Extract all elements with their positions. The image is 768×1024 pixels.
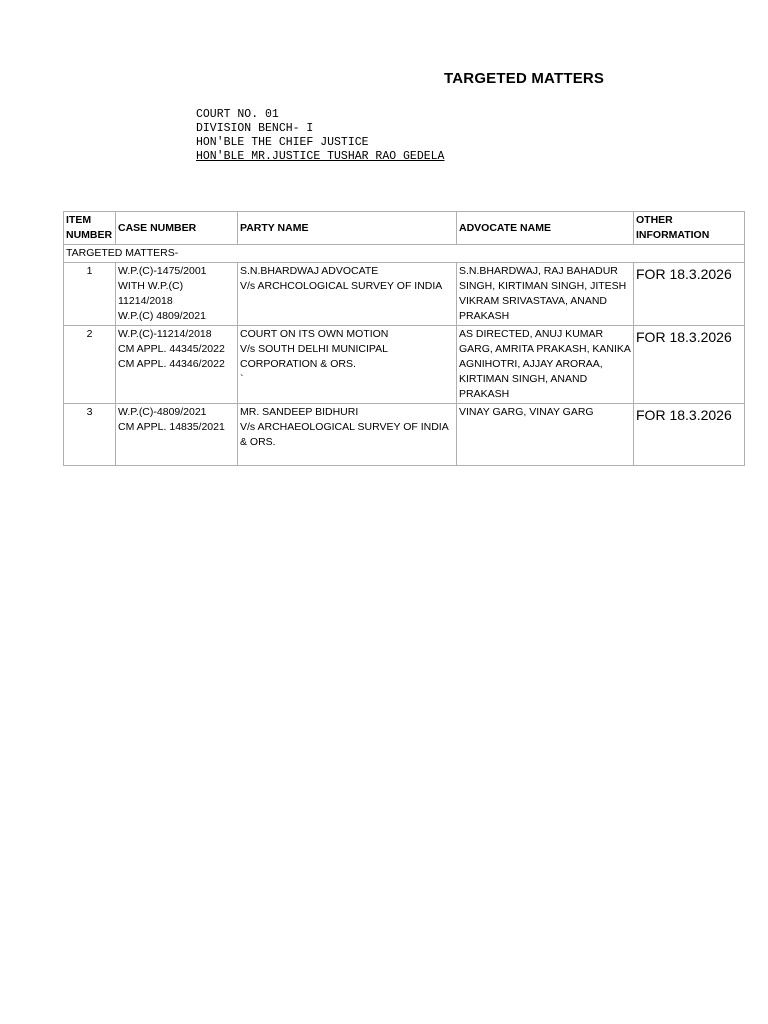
item-number-cell: 1 (64, 263, 116, 326)
case-number-line: CM APPL. 14835/2021 (118, 421, 225, 433)
case-number-line: W.P.(C)-1475/2001 (118, 265, 207, 277)
case-number-cell (116, 263, 238, 326)
case-number-line: 11214/2018 (118, 295, 173, 307)
party-name-line: S.N.BHARDWAJ ADVOCATE (240, 265, 379, 277)
case-number-line: WITH W.P.(C) (118, 280, 184, 292)
header-other-information: OTHER INFORMATION (634, 212, 745, 245)
party-name-line: V/s ARCHCOLOGICAL SURVEY OF INDIA (240, 280, 443, 292)
party-name-line: & ORS. (240, 436, 276, 448)
party-name-cell (238, 404, 457, 466)
case-number-line: CM APPL. 44345/2022 (118, 343, 225, 355)
table-row (64, 326, 745, 404)
party-name-line: V/s SOUTH DELHI MUNICIPAL (240, 343, 388, 355)
court-number: COURT NO. 01 (196, 108, 279, 121)
case-number-line: W.P.(C)-4809/2021 (118, 406, 207, 418)
case-number-cell (116, 326, 238, 404)
party-name-line: V/s ARCHAEOLOGICAL SURVEY OF INDIA (240, 421, 449, 433)
section-label: TARGETED MATTERS- (64, 245, 745, 263)
judge-2: HON'BLE MR.JUSTICE TUSHAR RAO GEDELA (196, 150, 445, 163)
other-information-cell: FOR 18.3.2026 (634, 263, 745, 326)
section-row (64, 245, 745, 263)
advocate-name-cell: VINAY GARG, VINAY GARG (457, 404, 634, 466)
case-number-line: W.P.(C)-11214/2018 (118, 328, 212, 340)
header-case-number: CASE NUMBER (116, 212, 238, 245)
court-details (196, 108, 444, 164)
case-number-line: CM APPL. 44346/2022 (118, 358, 225, 370)
header-party-name: PARTY NAME (238, 212, 457, 245)
judge-1: HON'BLE THE CHIEF JUSTICE (196, 136, 369, 149)
other-information-cell: FOR 18.3.2026 (634, 404, 745, 466)
party-name-cell (238, 326, 457, 404)
cause-list-table (63, 211, 745, 466)
header-item-number: ITEM NUMBER (64, 212, 116, 245)
item-number-cell: 2 (64, 326, 116, 404)
party-name-line: COURT ON ITS OWN MOTION (240, 328, 389, 340)
party-name-line: ` (240, 373, 244, 385)
header-advocate-name: ADVOCATE NAME (457, 212, 634, 245)
case-number-line: W.P.(C) 4809/2021 (118, 310, 206, 322)
bench-name: DIVISION BENCH- I (196, 122, 314, 135)
other-information-cell: FOR 18.3.2026 (634, 326, 745, 404)
party-name-line: MR. SANDEEP BIDHURI (240, 406, 359, 418)
party-name-cell (238, 263, 457, 326)
advocate-name-cell: S.N.BHARDWAJ, RAJ BAHADUR SINGH, KIRTIMAN SINGH, JITESH VIKRAM SRIVASTAVA, ANAND PRAKASH (457, 263, 634, 326)
table-row (64, 263, 745, 326)
page-title: TARGETED MATTERS (444, 70, 605, 87)
item-number-cell: 3 (64, 404, 116, 466)
case-number-cell (116, 404, 238, 466)
party-name-line: CORPORATION & ORS. (240, 358, 356, 370)
advocate-name-cell: AS DIRECTED, ANUJ KUMAR GARG, AMRITA PRAKASH, KANIKA AGNIHOTRI, AJJAY ARORAA, KIRTIMAN SINGH, ANAND PRAKASH (457, 326, 634, 404)
table-header-row (64, 212, 745, 245)
table-row (64, 404, 745, 466)
